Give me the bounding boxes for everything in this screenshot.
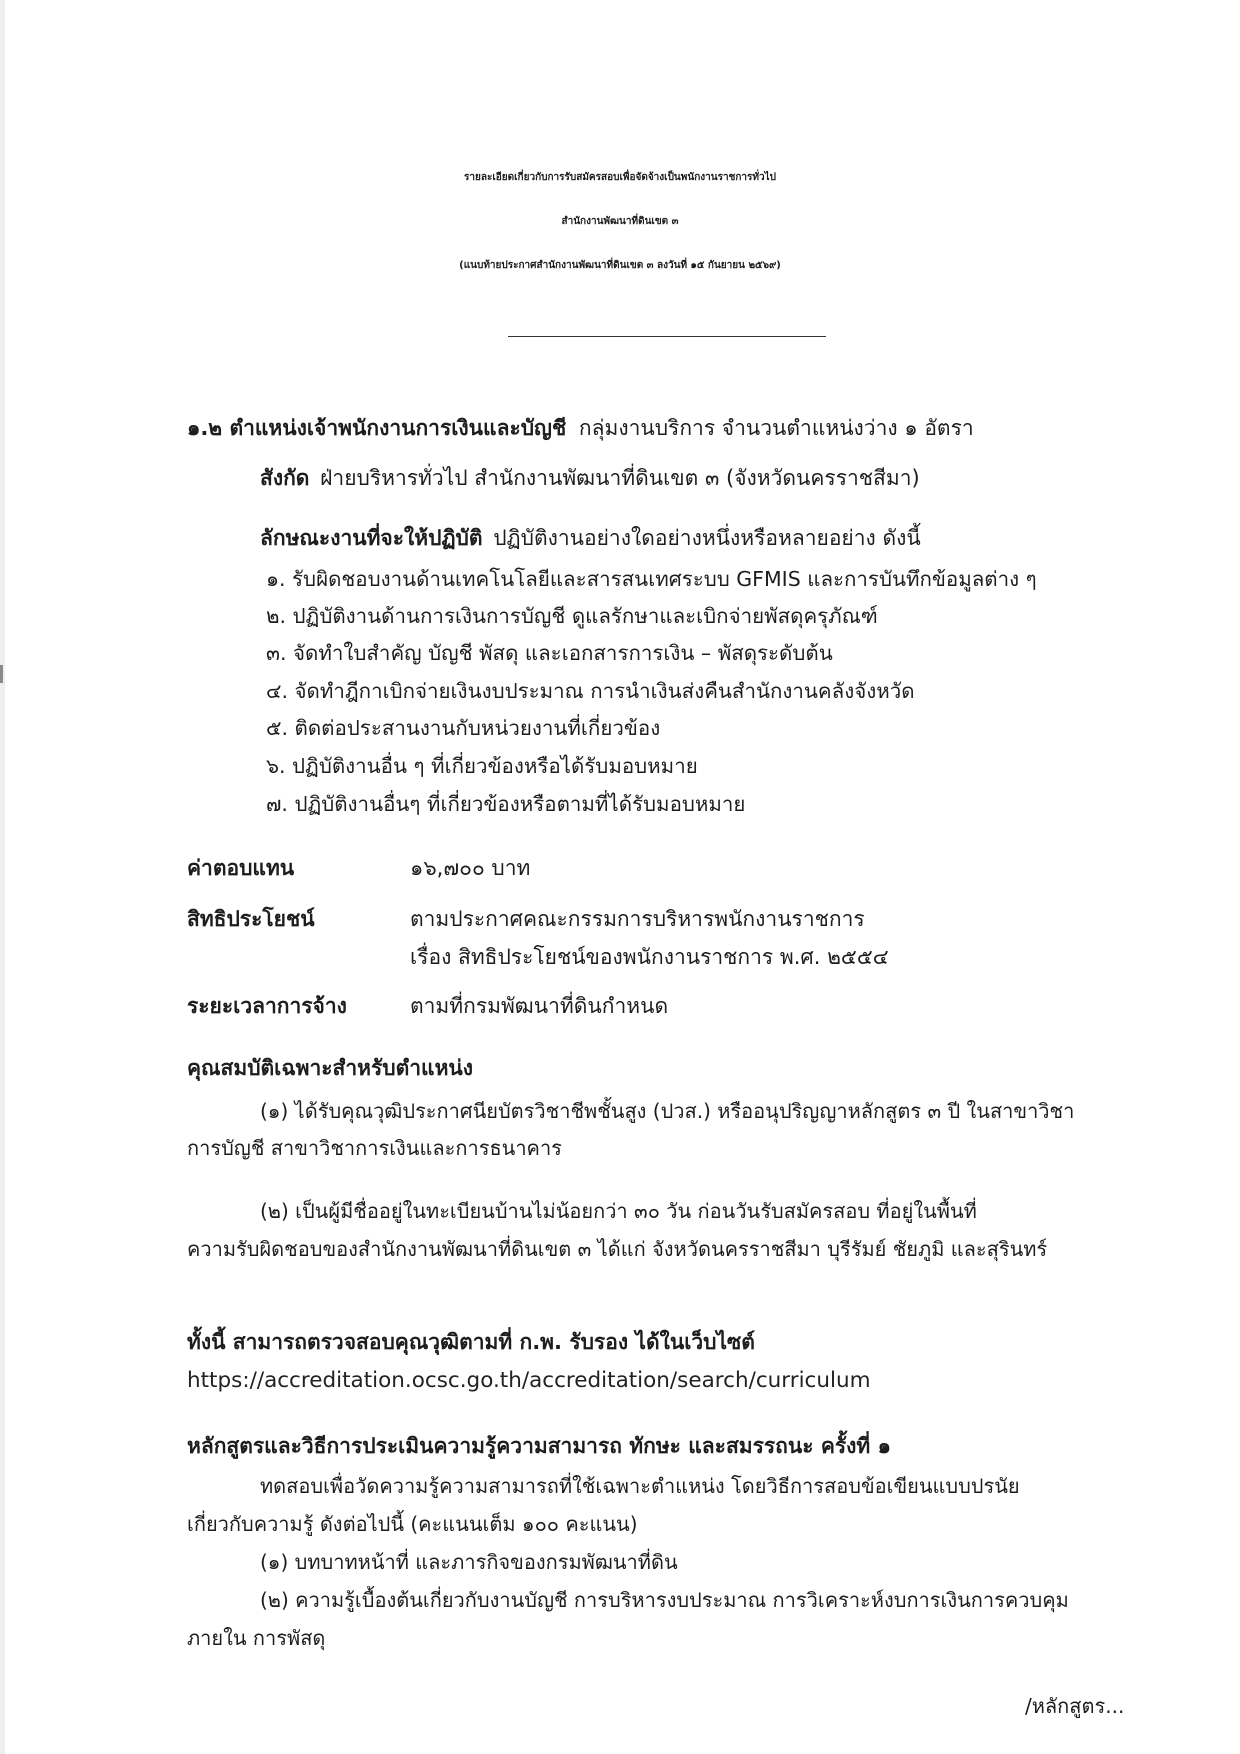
assessment-intro-line2: เกี่ยวกับความรู้ ดังต่อไปนี้ (คะแนนเต็ม ๑๐๐ คะแนน) bbox=[187, 1512, 638, 1536]
employment-period-label: ระยะเวลาการจ้าง bbox=[187, 994, 347, 1018]
header-title-line3: (แนบท้ายประกาศสำนักงานพัฒนาที่ดินเขต ๓ ลงวันที่ ๑๕ กันยายน ๒๕๖๙) bbox=[459, 260, 781, 271]
duties-line bbox=[260, 522, 921, 555]
duty-item-6: ๖. ปฏิบัติงานอื่น ๆ ที่เกี่ยวข้องหรือได้รับมอบหมาย bbox=[266, 754, 698, 778]
benefits-label: สิทธิประโยชน์ bbox=[187, 907, 315, 931]
duty-item-2: ๒. ปฏิบัติงานด้านการเงินการบัญชี ดูแลรักษาและเบิกจ่ายพัสดุครุภัณฑ์ bbox=[266, 604, 878, 628]
header-title-line2: สำนักงานพัฒนาที่ดินเขต ๓ bbox=[561, 216, 679, 227]
continuation-note: /หลักสูตร... bbox=[1025, 1694, 1125, 1718]
assessment-intro-line1: ทดสอบเพื่อวัดความรู้ความสามารถที่ใช้เฉพาะตำแหน่ง โดยวิธีการสอบข้อเขียนแบบปรนัย bbox=[260, 1474, 1020, 1498]
assessment-item-2-line1: (๒) ความรู้เบื้องต้นเกี่ยวกับงานบัญชี การบริหารงบประมาณ การวิเคราะห์งบการเงินการควบคุม bbox=[260, 1588, 1069, 1612]
duty-item-5: ๕. ติดต่อประสานงานกับหน่วยงานที่เกี่ยวข้อง bbox=[266, 716, 661, 740]
position-line bbox=[187, 412, 974, 445]
assessment-item-1: (๑) บทบาทหน้าที่ และภารกิจของกรมพัฒนาที่ดิน bbox=[260, 1550, 678, 1574]
qualification-2-line2: ความรับผิดชอบของสำนักงานพัฒนาที่ดินเขต ๓ ได้แก่ จังหวัดนครราชสีมา บุรีรัมย์ ชัยภูมิ และสุรินทร์ bbox=[187, 1237, 1048, 1261]
position-detail: กลุ่มงานบริการ จำนวนตำแหน่งว่าง ๑ อัตรา bbox=[578, 416, 974, 440]
benefits-line2: เรื่อง สิทธิประโยชน์ของพนักงานราชการ พ.ศ. ๒๕๕๔ bbox=[410, 945, 889, 969]
header-divider bbox=[508, 336, 826, 337]
employment-period-value: ตามที่กรมพัฒนาที่ดินกำหนด bbox=[410, 994, 669, 1018]
benefits-line1: ตามประกาศคณะกรรมการบริหารพนักงานราชการ bbox=[410, 907, 865, 931]
affiliation-line bbox=[260, 462, 920, 495]
header-title-line1: รายละเอียดเกี่ยวกับการรับสมัครสอบเพื่อจัดจ้างเป็นพนักงานราชการทั่วไป bbox=[464, 172, 776, 183]
affiliation-value: ฝ่ายบริหารทั่วไป สำนักงานพัฒนาที่ดินเขต ๓ (จังหวัดนครราชสีมา) bbox=[320, 466, 920, 490]
verification-text: ทั้งนี้ สามารถตรวจสอบคุณวุฒิตามที่ ก.พ. รับรอง ได้ในเว็บไซต์ bbox=[187, 1330, 755, 1354]
duty-item-7: ๗. ปฏิบัติงานอื่นๆ ที่เกี่ยวข้องหรือตามที่ได้รับมอบหมาย bbox=[266, 792, 746, 816]
duty-item-4: ๔. จัดทำฎีกาเบิกจ่ายเงินงบประมาณ การนำเงินส่งคืนสำนักงานคลังจังหวัด bbox=[266, 679, 915, 703]
qualification-1-line1: (๑) ได้รับคุณวุฒิประกาศนียบัตรวิชาชีพชั้นสูง (ปวส.) หรืออนุปริญญาหลักสูตร ๓ ปี ในสาขาวิชา bbox=[260, 1099, 1075, 1123]
qualification-2-line1: (๒) เป็นผู้มีชื่ออยู่ในทะเบียนบ้านไม่น้อยกว่า ๓๐ วัน ก่อนวันรับสมัครสอบ ที่อยู่ในพื้นที่ bbox=[260, 1199, 977, 1223]
assessment-heading: หลักสูตรและวิธีการประเมินความรู้ความสามารถ ทักษะ และสมรรถนะ ครั้งที่ ๑ bbox=[187, 1434, 891, 1458]
qualifications-heading: คุณสมบัติเฉพาะสำหรับตำแหน่ง bbox=[187, 1056, 474, 1080]
affiliation-label: สังกัด bbox=[260, 466, 310, 490]
duties-label: ลักษณะงานที่จะให้ปฏิบัติ bbox=[260, 526, 483, 550]
assessment-item-2-line2: ภายใน การพัสดุ bbox=[187, 1626, 326, 1650]
qualification-1-line2: การบัญชี สาขาวิชาการเงินและการธนาคาร bbox=[187, 1136, 562, 1160]
scan-mark bbox=[0, 665, 3, 683]
duty-item-3: ๓. จัดทำใบสำคัญ บัญชี พัสดุ และเอกสารการเงิน – พัสดุระดับต้น bbox=[266, 641, 833, 665]
duties-intro: ปฏิบัติงานอย่างใดอย่างหนึ่งหรือหลายอย่าง ดังนี้ bbox=[493, 526, 921, 550]
duty-item-1: ๑. รับผิดชอบงานด้านเทคโนโลยีและสารสนเทศระบบ GFMIS และการบันทึกข้อมูลต่าง ๆ bbox=[266, 567, 1037, 591]
position-title: ๑.๒ ตำแหน่งเจ้าพนักงานการเงินและบัญชี bbox=[187, 416, 567, 440]
compensation-value: ๑๖,๗๐๐ บาท bbox=[410, 856, 531, 880]
compensation-label: ค่าตอบแทน bbox=[187, 856, 295, 880]
verification-url[interactable]: https://accreditation.ocsc.go.th/accreditation/search/curriculum bbox=[187, 1368, 871, 1393]
